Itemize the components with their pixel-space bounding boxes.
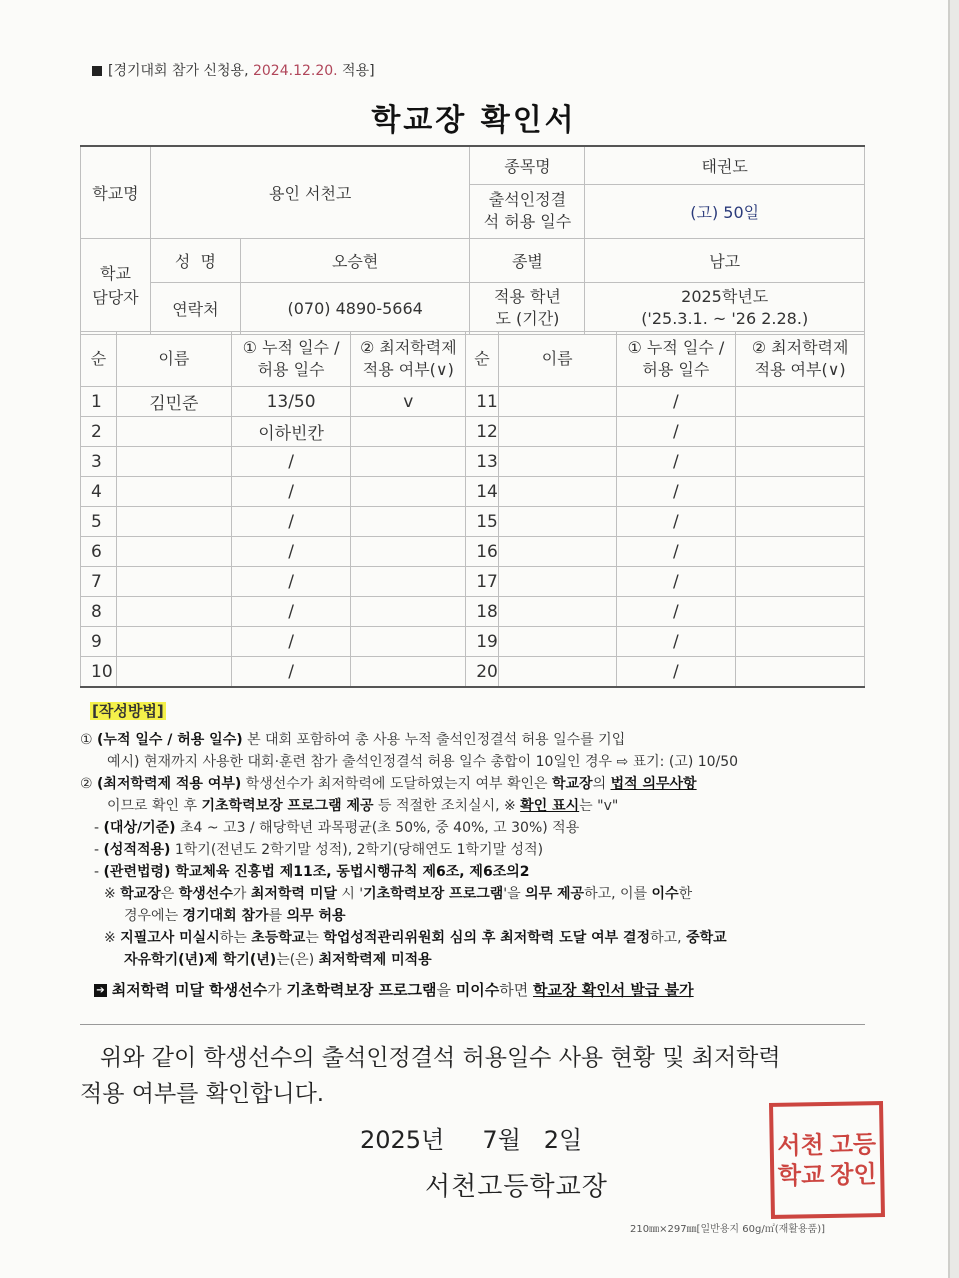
- row-min: [736, 537, 865, 567]
- row-no: 10: [81, 657, 117, 688]
- school-label: 학교명: [81, 146, 151, 238]
- header-date: 2024.12.20.: [252, 63, 338, 79]
- row-min: [736, 507, 865, 537]
- header-line: [경기대회 참가 신청용, 2024.12.20. 적용]: [92, 60, 375, 80]
- row-days: /: [616, 597, 736, 627]
- row-days: /: [616, 567, 736, 597]
- row-name: [498, 657, 616, 688]
- row-days: /: [231, 597, 351, 627]
- school-seal: 서천 고등 학교 장인: [769, 1101, 885, 1219]
- row-min: [351, 627, 466, 657]
- row-days: /: [231, 477, 351, 507]
- square-bullet-icon: [92, 66, 102, 76]
- col-min: ② 최저학력제 적용 여부(∨): [351, 332, 466, 387]
- row-name: [498, 597, 616, 627]
- row-days: 13/50: [231, 387, 351, 417]
- row-min: [736, 447, 865, 477]
- table-row: [81, 507, 865, 537]
- row-days: /: [616, 507, 736, 537]
- row-no: 13: [466, 447, 499, 477]
- table-row: [81, 447, 865, 477]
- row-days: /: [616, 447, 736, 477]
- row-days: /: [616, 627, 736, 657]
- allow-value: (고) 50일: [585, 184, 865, 238]
- table-row: [81, 657, 865, 688]
- row-no: 4: [81, 477, 117, 507]
- row-days: /: [616, 417, 736, 447]
- student-table-body: [81, 387, 865, 688]
- row-no: 6: [81, 537, 117, 567]
- row-no: 9: [81, 627, 117, 657]
- instructions-heading: [작성방법]: [92, 702, 164, 720]
- col-days: ① 누적 일수 / 허용 일수: [231, 332, 351, 387]
- year-label: 적용 학년도 (기간): [470, 282, 585, 334]
- row-name: [498, 537, 616, 567]
- row-no: 16: [466, 537, 499, 567]
- row-min: [736, 657, 865, 688]
- row-no: 19: [466, 627, 499, 657]
- row-min: [351, 567, 466, 597]
- row-no: 15: [466, 507, 499, 537]
- arrow-box-icon: ➔: [94, 984, 107, 997]
- student-table: [80, 331, 865, 688]
- row-min: [351, 447, 466, 477]
- row-no: 1: [81, 387, 117, 417]
- row-min: [736, 627, 865, 657]
- row-name: [498, 387, 616, 417]
- row-name: [116, 657, 231, 688]
- row-no: 20: [466, 657, 499, 688]
- row-name: [116, 537, 231, 567]
- row-days: 이하빈칸: [231, 417, 351, 447]
- row-min: v: [351, 387, 466, 417]
- divider: [80, 1024, 865, 1025]
- allow-label: 출석인정결석 허용 일수: [470, 184, 585, 238]
- instructions: [작성방법] ① (누적 일수 / 허용 일수) 본 대회 포함하여 총 사용 누적 출석인정결석 허용 일수를 기입 예시) 현재까지 사용한 대회·훈련 참가 출석인정결석 허용 일수 총합이 10일인 경우 ⇨ 표기: (고) 10/50 ② (최저학력제 적용 여부) 학생선수가 최저학력에 도달하였는지 여부 확인은 학교장의 법적 의무사항 이므로 확인 후 기초학력보장 프로그램 제공 등 적절한 조치실시, ※ 확인 표시는 "v" - (대상/기준) 초4 ~ 고3 / 해당학년 과목평균(초 50%, 중 40%, 고 30%) 적용 - (성적적용) 1학기(전년도 2학기말 성적), 2학기(당해연도 1학기말 성적) - (관련법령) 학교체육 진흥법 제11조, 동법시행규칙 제6조, 제6조의2 ※ 학교장은 학생선수가 최저학력 미달 시 '기초학력보장 프로그램'을 의무 제공하고, 이를 이수한 경우에는 경기대회 참가를 의무 허용 ※ 지필고사 미실시하는 초등학교는 학업성적관리위원회 심의 후 최저학력 도달 여부 결정하고, 중학교 자유학기(년)제 학기(년)는(은) 최저학력제 미적용 ➔ 최저학력 미달 학생선수가 기초학력보장 프로그램을 미이수하면 학교장 확인서 발급 불가: [80, 700, 870, 1001]
- row-no: 7: [81, 567, 117, 597]
- type-label: 종별: [470, 238, 585, 282]
- contact-label: 연락처: [150, 282, 240, 334]
- paper-spec: 210㎜×297㎜[일반용지 60g/㎡(재활용품)]: [630, 1224, 826, 1235]
- info-table: [80, 145, 865, 335]
- row-min: [351, 477, 466, 507]
- col-no: 순: [81, 332, 117, 387]
- row-name: [116, 417, 231, 447]
- row-days: /: [616, 387, 736, 417]
- row-min: [736, 567, 865, 597]
- col-days-2: ① 누적 일수 / 허용 일수: [616, 332, 736, 387]
- table-row: [81, 477, 865, 507]
- row-min: [736, 387, 865, 417]
- sport-label: 종목명: [470, 146, 585, 184]
- row-min: [351, 537, 466, 567]
- table-row: [81, 627, 865, 657]
- confirm-text: [80, 1040, 880, 1112]
- row-no: 12: [466, 417, 499, 447]
- table-row: [81, 597, 865, 627]
- row-name: [116, 477, 231, 507]
- row-name: [116, 567, 231, 597]
- confirm-line-1: 위와 같이 학생선수의 출석인정결석 허용일수 사용 현황 및 최저학력: [100, 1045, 781, 1071]
- confirm-line-2: 적용 여부를 확인합니다.: [80, 1081, 325, 1107]
- row-no: 14: [466, 477, 499, 507]
- row-name: [498, 567, 616, 597]
- row-days: /: [231, 627, 351, 657]
- row-no: 5: [81, 507, 117, 537]
- sign-date: 2025년 7월 2일: [360, 1126, 583, 1154]
- row-min: [351, 507, 466, 537]
- sport-value: 태권도: [585, 146, 865, 184]
- item1-example: 예시) 현재까지 사용한 대회·훈련 참가 출석인정결석 허용 일수 총합이 10일인 경우 ⇨ 표기: (고) 10/50: [107, 754, 739, 770]
- row-name: 김민준: [116, 387, 231, 417]
- row-no: 17: [466, 567, 499, 597]
- type-value: 남고: [585, 238, 865, 282]
- col-name: 이름: [116, 332, 231, 387]
- school-signature: 서천고등학교장: [425, 1172, 608, 1202]
- table-row: [81, 387, 865, 417]
- period-value: ('25.3.1. ~ '26 2.28.): [641, 309, 809, 328]
- row-days: /: [231, 537, 351, 567]
- school-value: 용인 서천고: [150, 146, 470, 238]
- row-name: [498, 447, 616, 477]
- row-min: [351, 597, 466, 627]
- row-days: /: [231, 507, 351, 537]
- row-min: [736, 477, 865, 507]
- row-name: [498, 477, 616, 507]
- row-no: 8: [81, 597, 117, 627]
- row-name: [498, 507, 616, 537]
- row-min: [736, 597, 865, 627]
- table-row: [81, 417, 865, 447]
- row-name: [116, 597, 231, 627]
- row-no: 18: [466, 597, 499, 627]
- year-value: 2025학년도: [681, 287, 769, 306]
- row-name: [116, 447, 231, 477]
- col-name-2: 이름: [498, 332, 616, 387]
- row-days: /: [231, 567, 351, 597]
- row-name: [498, 627, 616, 657]
- col-min-2: ② 최저학력제 적용 여부(∨): [736, 332, 865, 387]
- row-days: /: [616, 537, 736, 567]
- row-no: 3: [81, 447, 117, 477]
- name-label: 성 명: [150, 238, 240, 282]
- row-days: /: [231, 657, 351, 688]
- row-days: /: [231, 447, 351, 477]
- row-name: [116, 627, 231, 657]
- row-no: 11: [466, 387, 499, 417]
- table-row: [81, 567, 865, 597]
- name-value: 오승현: [240, 238, 470, 282]
- manager-label: 학교 담당자: [81, 238, 151, 334]
- document-title: 학교장 확인서: [371, 103, 577, 138]
- col-no-2: 순: [466, 332, 499, 387]
- row-min: [351, 657, 466, 688]
- row-days: /: [616, 657, 736, 688]
- row-min: [736, 417, 865, 447]
- table-row: [81, 537, 865, 567]
- row-no: 2: [81, 417, 117, 447]
- row-name: [498, 417, 616, 447]
- contact-value: (070) 4890-5664: [240, 282, 470, 334]
- year-cell: [585, 282, 865, 334]
- row-name: [116, 507, 231, 537]
- row-days: /: [616, 477, 736, 507]
- row-min: [351, 417, 466, 447]
